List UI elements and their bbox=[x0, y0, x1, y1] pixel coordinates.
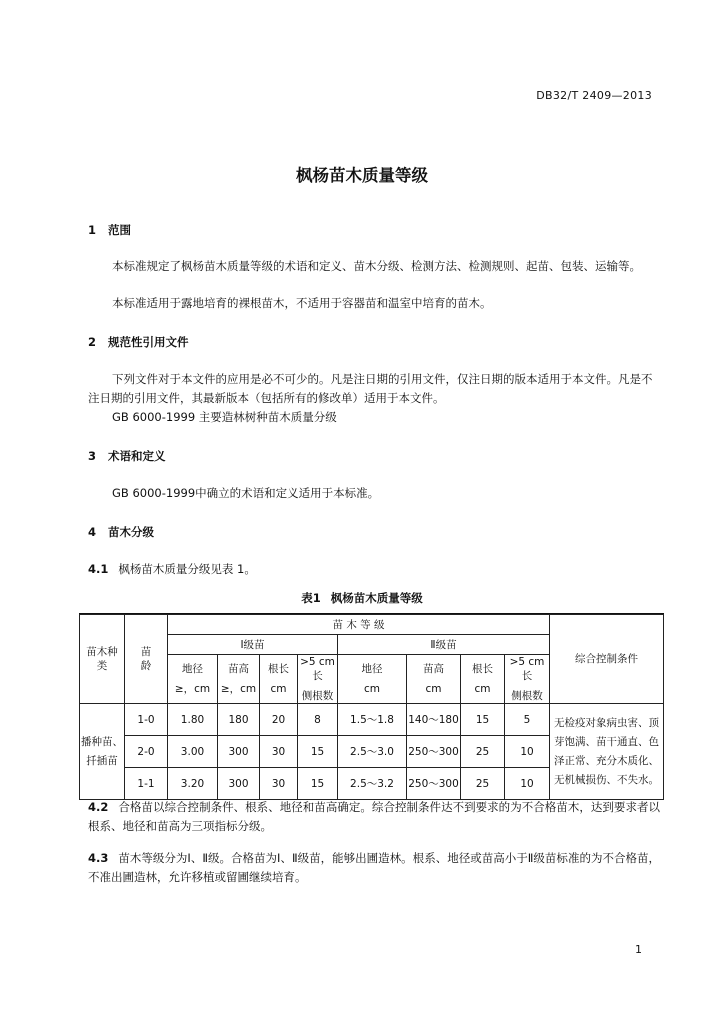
cell-age: 1-0 bbox=[125, 704, 168, 736]
cell-r1: 20 bbox=[260, 704, 298, 736]
clause-number: 4.3 bbox=[88, 851, 109, 865]
cell-l2: 5 bbox=[505, 704, 550, 736]
header-seedling-age bbox=[125, 615, 168, 704]
subheader-label: 根长 bbox=[268, 663, 289, 675]
subheader-diameter-2 bbox=[338, 655, 407, 704]
cell-h2: 140～180 bbox=[407, 704, 461, 736]
cell-d1: 3.20 bbox=[168, 768, 218, 800]
section-title: 规范性引用文件 bbox=[108, 335, 189, 349]
subheader-unit: cm bbox=[270, 683, 287, 695]
table-header-row bbox=[80, 615, 664, 635]
header-grade-2: Ⅱ级苗 bbox=[338, 635, 550, 655]
section-2-heading bbox=[88, 334, 189, 350]
subheader-unit: 侧根数 bbox=[301, 690, 334, 702]
section-4-heading bbox=[88, 524, 154, 540]
subheader-label: 地径 bbox=[361, 663, 383, 675]
cell-seedling-type bbox=[80, 704, 125, 800]
cell-h1: 300 bbox=[218, 736, 260, 768]
subheader-root-1 bbox=[260, 655, 298, 704]
section-1-paragraph-1: 本标准规定了枫杨苗木质量等级的术语和定义、苗木分级、检测方法、检测规则、起苗、包装、运输等。 bbox=[112, 259, 641, 273]
cell-age: 1-1 bbox=[125, 768, 168, 800]
subheader-unit: ≥，cm bbox=[220, 683, 257, 695]
subheader-height-2 bbox=[407, 655, 461, 704]
cell-h2: 250～300 bbox=[407, 736, 461, 768]
subheader-unit: cm bbox=[363, 683, 380, 695]
cell-age: 2-0 bbox=[125, 736, 168, 768]
table-title: 枫杨苗木质量等级 bbox=[330, 591, 423, 605]
cell-r2: 15 bbox=[461, 704, 505, 736]
section-number: 2 bbox=[88, 335, 97, 349]
table-row bbox=[80, 704, 664, 736]
cell-l2: 10 bbox=[505, 768, 550, 800]
cell-l2: 10 bbox=[505, 736, 550, 768]
section-1-heading bbox=[88, 222, 131, 238]
cell-r1: 30 bbox=[260, 768, 298, 800]
section-title: 苗木分级 bbox=[108, 525, 154, 539]
clause-text: 合格苗以综合控制条件、根系、地径和苗高确定。综合控制条件达不到要求的为不合格苗木，达到要求者以根系、地径和苗高为三项指标分级。 bbox=[88, 800, 660, 833]
cell-r2: 25 bbox=[461, 768, 505, 800]
header-grade-1: Ⅰ级苗 bbox=[168, 635, 338, 655]
cell-seedling-type-text: 播种苗、扦插苗 bbox=[81, 735, 123, 767]
quality-grade-table bbox=[79, 614, 664, 800]
header-seedling-type-text: 苗木种类 bbox=[86, 646, 118, 672]
clause-number: 4.2 bbox=[88, 800, 109, 814]
cell-d1: 1.80 bbox=[168, 704, 218, 736]
cell-l1: 15 bbox=[298, 736, 338, 768]
cell-d1: 3.00 bbox=[168, 736, 218, 768]
subheader-label: >5 cm长 bbox=[509, 656, 545, 682]
subheader-label: >5 cm长 bbox=[300, 656, 335, 682]
section-number: 4 bbox=[88, 525, 97, 539]
clause-4-2 bbox=[88, 798, 660, 836]
document-title: 枫杨苗木质量等级 bbox=[296, 166, 428, 185]
subheader-label: 地径 bbox=[182, 663, 203, 675]
section-number: 3 bbox=[88, 449, 97, 463]
section-2-paragraph-1: 下列文件对于本文件的应用是必不可少的。凡是注日期的引用文件，仅注日期的版本适用于本文件。凡是不注日期的引用文件，其最新版本（包括所有的修改单）适用于本文件。 bbox=[88, 372, 653, 405]
subheader-lateral-1 bbox=[298, 655, 338, 704]
cell-r2: 25 bbox=[461, 736, 505, 768]
section-title: 范围 bbox=[108, 223, 131, 237]
cell-d2: 2.5～3.0 bbox=[338, 736, 407, 768]
cell-l1: 8 bbox=[298, 704, 338, 736]
subheader-height-1 bbox=[218, 655, 260, 704]
subheader-unit: cm bbox=[474, 683, 491, 695]
subheader-label: 苗高 bbox=[228, 663, 249, 675]
normative-reference: GB 6000-1999 主要造林树种苗木质量分级 bbox=[112, 410, 337, 424]
cell-condition: 无检疫对象病虫害、顶芽饱满、苗干通直、色泽正常、充分木质化、无机械损伤、不失水。 bbox=[550, 704, 664, 800]
document-code: DB32/T 2409—2013 bbox=[536, 89, 652, 102]
header-condition: 综合控制条件 bbox=[550, 615, 664, 704]
subheader-label: 根长 bbox=[472, 663, 493, 675]
clause-number: 4.1 bbox=[88, 562, 109, 576]
cell-h1: 180 bbox=[218, 704, 260, 736]
cell-l1: 15 bbox=[298, 768, 338, 800]
clause-4-3 bbox=[88, 849, 660, 887]
subheader-lateral-2 bbox=[505, 655, 550, 704]
section-1-paragraph-2: 本标准适用于露地培育的裸根苗木，不适用于容器苗和温室中培育的苗木。 bbox=[112, 296, 492, 310]
subheader-unit: ≥，cm bbox=[174, 683, 211, 695]
cell-d2: 1.5～1.8 bbox=[338, 704, 407, 736]
subheader-diameter-1 bbox=[168, 655, 218, 704]
table-number: 表1 bbox=[301, 591, 321, 605]
header-seedling-type bbox=[80, 615, 125, 704]
header-grade: 苗 木 等 级 bbox=[168, 615, 550, 635]
header-seedling-age-text: 苗龄 bbox=[140, 646, 152, 672]
section-title: 术语和定义 bbox=[108, 449, 166, 463]
cell-h2: 250～300 bbox=[407, 768, 461, 800]
section-3-heading bbox=[88, 448, 166, 464]
clause-text: 苗木等级分为Ⅰ、Ⅱ级。合格苗为Ⅰ、Ⅱ级苗，能够出圃造林。根系、地径或苗高小于Ⅱ级苗标准的为不合格苗，不准出圃造林，允许移植或留圃继续培育。 bbox=[88, 851, 660, 884]
subheader-label: 苗高 bbox=[423, 663, 444, 675]
clause-text: 枫杨苗木质量分级见表 1。 bbox=[118, 562, 256, 576]
cell-h1: 300 bbox=[218, 768, 260, 800]
subheader-unit: cm bbox=[425, 683, 442, 695]
section-3-paragraph-1: GB 6000-1999中确立的术语和定义适用于本标准。 bbox=[112, 486, 380, 500]
section-number: 1 bbox=[88, 223, 97, 237]
page-number: 1 bbox=[635, 943, 642, 956]
cell-r1: 30 bbox=[260, 736, 298, 768]
table-caption bbox=[0, 590, 724, 606]
subheader-unit: 侧根数 bbox=[511, 690, 543, 702]
subheader-root-2 bbox=[461, 655, 505, 704]
cell-d2: 2.5～3.2 bbox=[338, 768, 407, 800]
clause-4-1 bbox=[88, 560, 660, 579]
